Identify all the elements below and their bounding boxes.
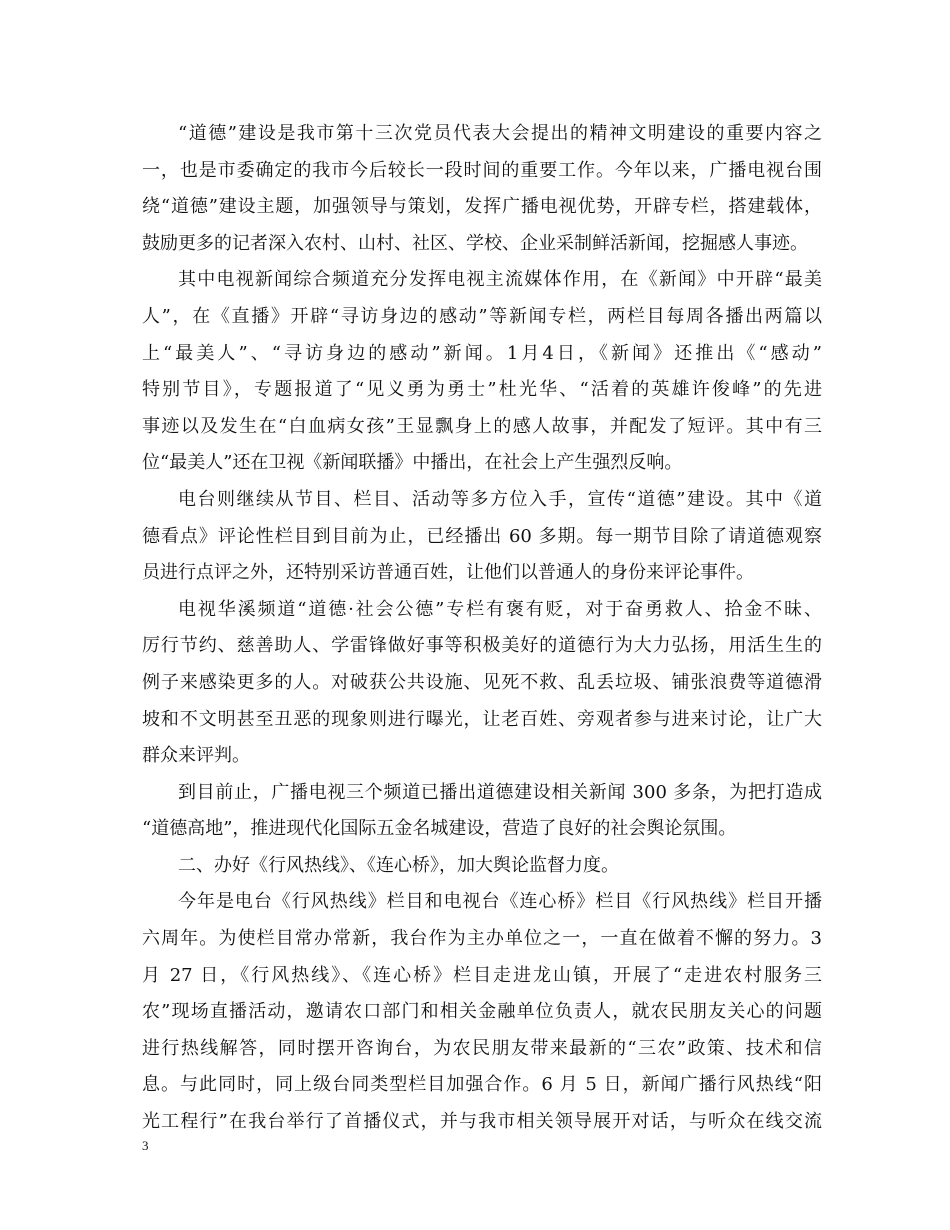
text-line: 今年是电台《行风热线》栏目和电视台《连心桥》栏目《行风热线》栏目开播 bbox=[178, 891, 822, 913]
text-line: 进行热线解答，同时摆开咨询台，为农民朋友带来最新的“三农”政策、技术和信 bbox=[142, 1037, 822, 1059]
paragraph bbox=[142, 592, 822, 775]
paragraph bbox=[142, 262, 822, 482]
text-line: 息。与此同时，同上级台同类型栏目加强合作。6 月 5 日，新闻广播行风热线“阳 bbox=[142, 1074, 822, 1096]
text-line: 位“最美人”还在卫视《新闻联播》中播出，在社会上产生强烈反响。 bbox=[142, 452, 683, 474]
paragraph bbox=[142, 884, 822, 1140]
paragraph bbox=[142, 848, 822, 885]
text-line: 光工程行”在我台举行了首播仪式，并与我市相关领导展开对话，与听众在线交流 bbox=[142, 1111, 822, 1133]
text-line: 坡和不文明甚至丑恶的现象则进行曝光，让老百姓、旁观者参与进来讨论，让广大 bbox=[142, 708, 822, 730]
text-line: 到目前止，广播电视三个频道已播出道德建设相关新闻 300 多条，为把打造成 bbox=[178, 781, 822, 803]
text-line: 电台则继续从节目、栏目、活动等多方位入手，宣传“道德”建设。其中《道 bbox=[178, 488, 822, 510]
text-line: 德看点》评论性栏目到目前为止，已经播出 60 多期。每一期节目除了请道德观察 bbox=[142, 525, 822, 547]
text-line: 群众来评判。 bbox=[142, 745, 250, 767]
text-line: 绕“道德”建设主题，加强领导与策划，发挥广播电视优势，开辟专栏，搭建载体， bbox=[142, 196, 822, 218]
text-line: 其中电视新闻综合频道充分发挥电视主流媒体作用，在《新闻》中开辟“最美 bbox=[178, 269, 822, 291]
text-line: 特别节目》，专题报道了“见义勇为勇士”杜光华、“活着的英雄许俊峰”的先进 bbox=[142, 379, 822, 401]
text-line: “道德高地”，推进现代化国际五金名城建设，营造了良好的社会舆论氛围。 bbox=[142, 818, 737, 840]
text-line: 鼓励更多的记者深入农村、山村、社区、学校、企业采制鲜活新闻，挖掘感人事迹。 bbox=[142, 232, 808, 254]
text-line: 事迹以及发生在“白血病女孩”王显飘身上的感人故事，并配发了短评。其中有三 bbox=[142, 415, 822, 437]
text-line: 月 27 日，《行风热线》、《连心桥》栏目走进龙山镇，开展了“走进农村服务三 bbox=[142, 964, 822, 986]
text-line: 二、办好《行风热线》、《连心桥》，加大舆论监督力度。 bbox=[178, 854, 619, 876]
page-number: 3 bbox=[142, 1138, 149, 1153]
text-line: 上“最美人”、“寻访身边的感动”新闻。1月4日，《新闻》还推出《“感动” bbox=[142, 342, 822, 364]
text-line: 农”现场直播活动，邀请农口部门和相关金融单位负责人，就农民朋友关心的问题 bbox=[142, 1001, 822, 1023]
text-line: 员进行点评之外，还特别采访普通百姓，让他们以普通人的身份来评论事件。 bbox=[142, 562, 754, 584]
text-line: 人”，在《直播》开辟“寻访身边的感动”等新闻专栏，两栏目每周各播出两篇以 bbox=[142, 305, 822, 327]
paragraph bbox=[142, 775, 822, 848]
text-line: “道德”建设是我市第十三次党员代表大会提出的精神文明建设的重要内容之 bbox=[178, 123, 822, 144]
body-text bbox=[142, 116, 822, 1141]
paragraph bbox=[142, 116, 822, 262]
text-line: 电视华溪频道“道德·社会公德”专栏有褒有贬，对于奋勇救人、拾金不昧、 bbox=[178, 598, 822, 620]
text-line: 六周年。为使栏目常办常新，我台作为主办单位之一，一直在做着不懈的努力。3 bbox=[142, 928, 822, 950]
paragraph bbox=[142, 482, 822, 592]
text-line: 一，也是市委确定的我市今后较长一段时间的重要工作。今年以来，广播电视台围 bbox=[142, 159, 822, 181]
text-line: 例子来感染更多的人。对破获公共设施、见死不救、乱丢垃圾、铺张浪费等道德滑 bbox=[142, 671, 822, 693]
text-line: 厉行节约、慈善助人、学雷锋做好事等积极美好的道德行为大力弘扬，用活生生的 bbox=[142, 635, 822, 657]
